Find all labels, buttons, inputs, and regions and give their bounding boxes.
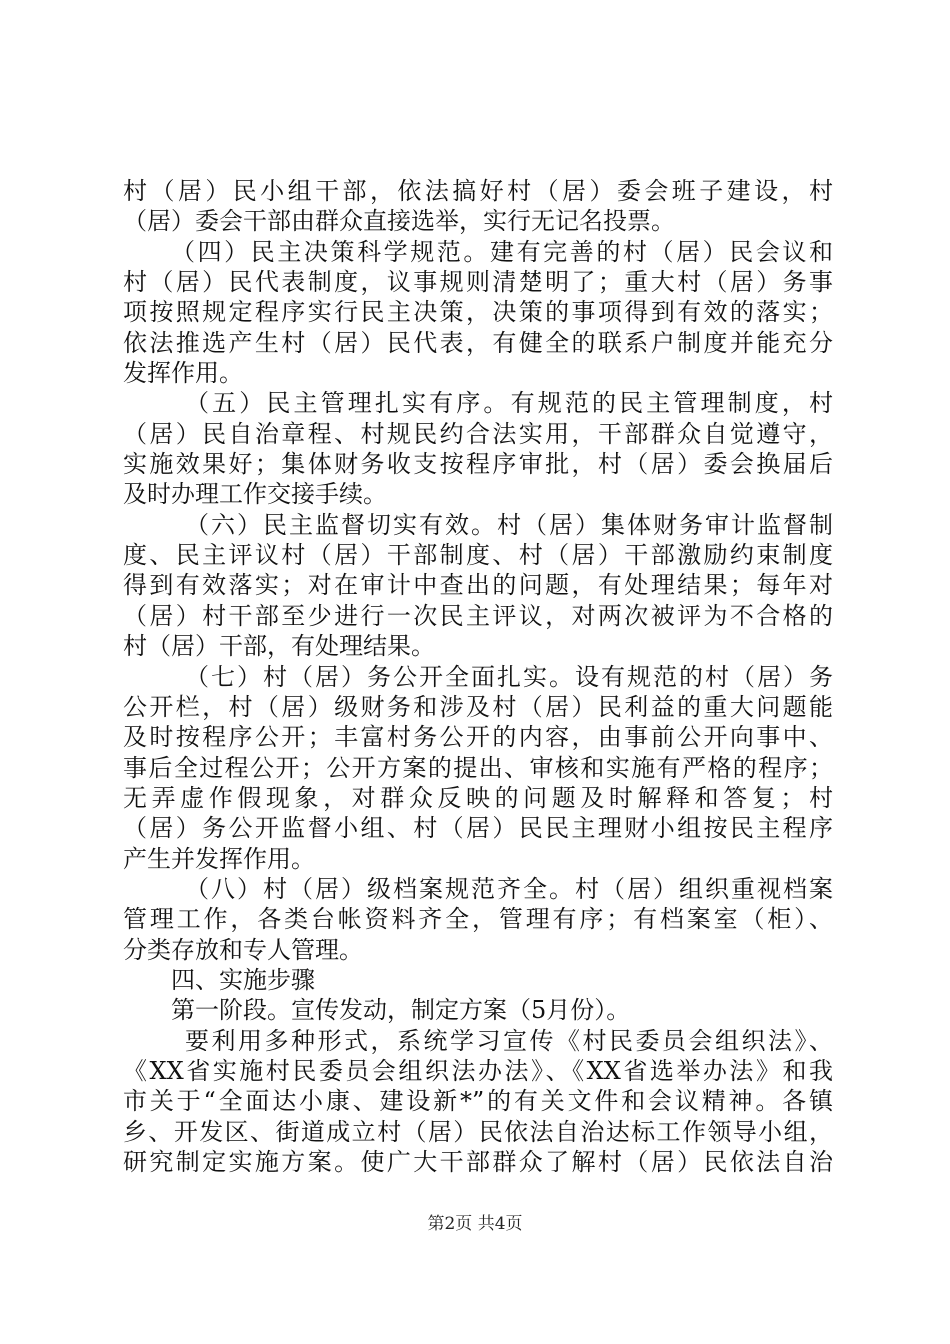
text-line: 要利用多种形式，系统学习宣传《村民委员会组织法》、 xyxy=(185,1026,833,1055)
text-line: 第一阶段。宣传发动，制定方案（5月份）。 xyxy=(171,996,631,1025)
text-line: 村（居）民小组干部，依法搞好村（居）委会班子建设，村 xyxy=(123,177,833,205)
text-line: 管理工作，各类台帐资料齐全，管理有序；有档案室（柜）、 xyxy=(123,905,833,934)
text-line: 发挥作用。 xyxy=(123,359,243,388)
document-body xyxy=(123,176,833,1177)
text-line: 得到有效落实；对在审计中查出的问题，有处理结果；每年对 xyxy=(123,571,833,600)
text-line: 及时办理工作交接手续。 xyxy=(123,480,387,509)
text-line: （七）村（居）务公开全面扎实。设有规范的村（居）务 xyxy=(185,662,833,691)
text-line: 事后全过程公开；公开方案的提出、审核和实施有严格的程序； xyxy=(123,753,833,782)
text-line: （居）民自治章程、村规民约合法实用，干部群众自觉遵守， xyxy=(123,419,833,448)
text-line: 及时按程序公开；丰富村务公开的内容，由事前公开向事中、 xyxy=(123,723,833,752)
text-line: 研究制定实施方案。使广大干部群众了解村（居）民依法自治 xyxy=(123,1148,833,1176)
text-line: 村（居）民代表制度，议事规则清楚明了；重大村（居）务事 xyxy=(123,268,833,297)
text-line: 四、实施步骤 xyxy=(171,965,315,994)
text-line: 公开栏，村（居）级财务和涉及村（居）民利益的重大问题能 xyxy=(123,692,833,721)
text-line: 项按照规定程序实行民主决策，决策的事项得到有效的落实； xyxy=(123,298,833,327)
text-line: （居）委会干部由群众直接选举，实行无记名投票。 xyxy=(123,207,675,236)
text-line: 市关于“全面达小康、建设新*”的有关文件和会议精神。各镇 xyxy=(123,1087,833,1116)
text-line: （八）村（居）级档案规范齐全。村（居）组织重视档案 xyxy=(185,874,833,903)
page-footer: 第2页 共4页 xyxy=(427,1214,523,1234)
text-line: （居）村干部至少进行一次民主评议，对两次被评为不合格的 xyxy=(123,601,833,630)
text-line: （四）民主决策科学规范。建有完善的村（居）民会议和 xyxy=(171,237,833,266)
text-line: 《XX省实施村民委员会组织法办法》、《XX省选举办法》和我 xyxy=(123,1056,833,1085)
text-line: （居）务公开监督小组、村（居）民民主理财小组按民主程序 xyxy=(123,814,833,843)
text-line: 度、民主评议村（居）干部制度、村（居）干部激励约束制度 xyxy=(123,541,833,570)
text-line: 村（居）干部，有处理结果。 xyxy=(123,632,435,661)
text-line: 无弄虚作假现象，对群众反映的问题及时解释和答复；村 xyxy=(123,783,833,812)
text-line: 分类存放和专人管理。 xyxy=(123,935,363,964)
text-line: 依法推选产生村（居）民代表，有健全的联系户制度并能充分 xyxy=(123,328,833,357)
text-line: （六）民主监督切实有效。村（居）集体财务审计监督制 xyxy=(185,510,833,539)
text-line: 实施效果好；集体财务收支按程序审批，村（居）委会换届后 xyxy=(123,450,833,479)
text-line: 产生并发挥作用。 xyxy=(123,844,315,873)
text-line: （五）民主管理扎实有序。有规范的民主管理制度，村 xyxy=(185,389,833,418)
text-line: 乡、开发区、街道成立村（居）民依法自治达标工作领导小组， xyxy=(123,1117,833,1146)
